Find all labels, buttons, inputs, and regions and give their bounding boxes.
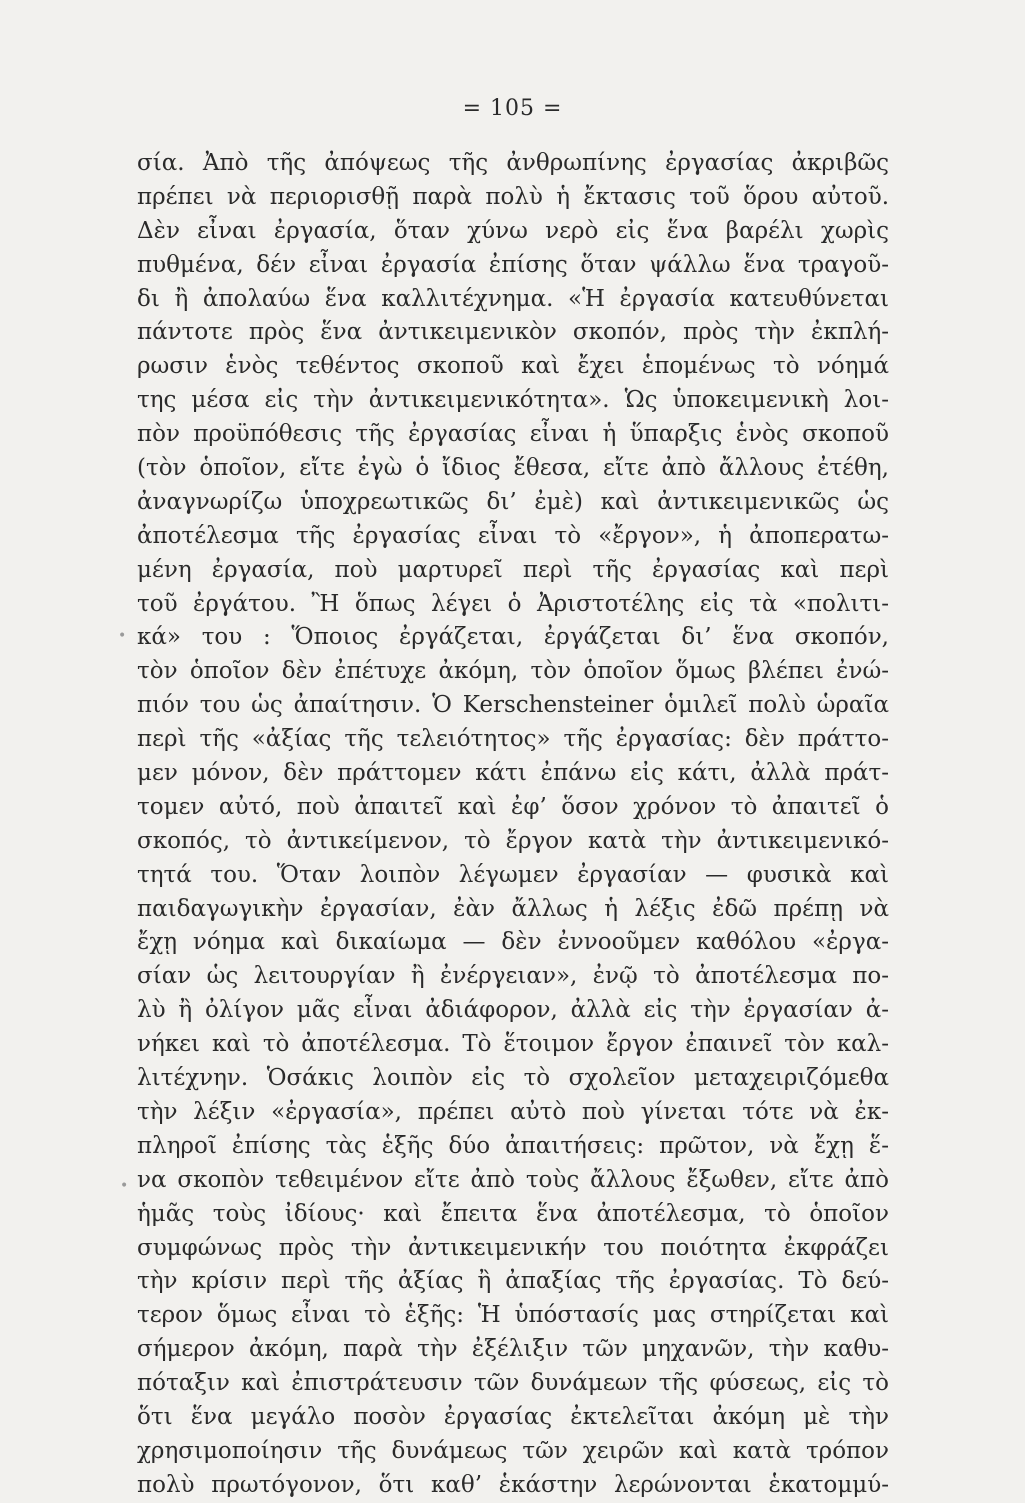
margin-dot-mark: •: [118, 628, 127, 644]
text-line: κά» του : Ὅποιος ἐργάζεται, ἐργάζεται δι’ ἕνα σκοπόν,: [137, 624, 889, 651]
text-line: σκοπός, τὸ ἀντικείμενον, τὸ ἔργον κατὰ τὴν ἀντικειμενικό-: [137, 827, 889, 854]
text-line: πρέπει νὰ περιορισθῇ παρὰ πολὺ ἡ ἔκτασις τοῦ ὅρου αὐτοῦ.: [137, 183, 889, 210]
text-line: μεν μόνον, δὲν πράττομεν κάτι ἐπάνω εἰς κάτι, ἀλλὰ πράτ-: [137, 760, 889, 787]
text-line: πάντοτε πρὸς ἕνα ἀντικειμενικὸν σκοπόν, πρὸς τὴν ἐκπλή-: [137, 319, 889, 346]
text-line: πόταξιν καὶ ἐπιστράτευσιν τῶν δυνάμεων τῆς φύσεως, εἰς τὸ: [137, 1370, 889, 1397]
text-line: λὺ ἢ ὀλίγον μᾶς εἶναι ἀδιάφορον, ἀλλὰ εἰς τὴν ἐργασίαν ἀ-: [137, 997, 889, 1024]
text-line: τὴν κρίσιν περὶ τῆς ἀξίας ἢ ἀπαξίας τῆς ἐργασίας. Τὸ δεύ-: [137, 1268, 889, 1295]
text-line: τὸν ὁποῖον δὲν ἐπέτυχε ἀκόμη, τὸν ὁποῖον ὅμως βλέπει ἐνώ-: [137, 658, 889, 685]
text-line: ἀποτέλεσμα τῆς ἐργασίας εἶναι τὸ «ἔργον», ἡ ἀποπερατω-: [137, 522, 889, 549]
text-line: ρωσιν ἑνὸς τεθέντος σκοποῦ καὶ ἔχει ἑπομένως τὸ νόημά: [137, 353, 889, 380]
text-line: σήμερον ἀκόμη, παρὰ τὴν ἐξέλιξιν τῶν μηχανῶν, τὴν καθυ-: [137, 1336, 889, 1363]
text-line: τομεν αὐτό, ποὺ ἀπαιτεῖ καὶ ἐφ’ ὅσον χρόνον τὸ ἀπαιτεῖ ὁ: [137, 793, 889, 820]
margin-dot-mark: •: [120, 1178, 129, 1194]
text-line: λιτέχνην. Ὁσάκις λοιπὸν εἰς τὸ σχολεῖον μεταχειριζόμεθα: [137, 1065, 889, 1092]
text-line: πιόν του ὡς ἀπαίτησιν. Ὁ Kerschensteiner ὁμιλεῖ πολὺ ὡραῖα: [137, 692, 889, 719]
text-line: πολὺ πρωτόγονον, ὅτι καθ’ ἑκάστην λερώνονται ἑκατομμύ-: [137, 1471, 889, 1498]
text-line: ὅτι ἕνα μεγάλο ποσὸν ἐργασίας ἐκτελεῖται ἀκόμη μὲ τὴν: [137, 1403, 889, 1430]
text-line: πληροῖ ἐπίσης τὰς ἑξῆς δύο ἀπαιτήσεις: πρῶτον, νὰ ἔχῃ ἕ-: [137, 1132, 889, 1159]
text-line: να σκοπὸν τεθειμένον εἴτε ἀπὸ τοὺς ἄλλους ἔξωθεν, εἴτε ἀπὸ: [137, 1166, 889, 1193]
text-line: χρησιμοποίησιν τῆς δυνάμεως τῶν χειρῶν καὶ κατὰ τρόπον: [137, 1437, 889, 1464]
text-line: (τὸν ὁποῖον, εἴτε ἐγὼ ὁ ἴδιος ἔθεσα, εἴτε ἀπὸ ἄλλους ἐτέθη,: [137, 455, 889, 482]
page-number: = 105 =: [462, 96, 563, 121]
text-line: πὸν προϋπόθεσις τῆς ἐργασίας εἶναι ἡ ὕπαρξις ἑνὸς σκοποῦ: [137, 421, 889, 448]
text-line: πυθμένα, δέν εἶναι ἐργασία ἐπίσης ὅταν ψάλλω ἕνα τραγοῦ-: [137, 251, 889, 278]
text-line: τοῦ ἐργάτου. Ἢ ὅπως λέγει ὁ Ἀριστοτέλης εἰς τὰ «πολιτι-: [137, 590, 889, 617]
text-line: ἡμᾶς τοὺς ἰδίους· καὶ ἔπειτα ἕνα ἀποτέλεσμα, τὸ ὁποῖον: [137, 1200, 889, 1227]
body-text: [137, 147, 889, 1503]
text-line: παιδαγωγικὴν ἐργασίαν, ἐὰν ἄλλως ἡ λέξις ἐδῶ πρέπῃ νὰ: [137, 895, 889, 922]
text-line: σίαν ὡς λειτουργίαν ἢ ἐνέργειαν», ἐνῷ τὸ ἀποτέλεσμα πο-: [137, 963, 889, 990]
text-line: τερον ὅμως εἶναι τὸ ἑξῆς: Ἡ ὑπόστασίς μας στηρίζεται καὶ: [137, 1302, 889, 1329]
text-line: της μέσα εἰς τὴν ἀντικειμενικότητα». Ὡς ὑποκειμενικὴ λοι-: [137, 387, 889, 414]
text-line: μένη ἐργασία, ποὺ μαρτυρεῖ περὶ τῆς ἐργασίας καὶ περὶ: [137, 556, 889, 583]
text-line: τητά του. Ὅταν λοιπὸν λέγωμεν ἐργασίαν — φυσικὰ καὶ: [137, 861, 889, 888]
text-line: ἀναγνωρίζω ὑποχρεωτικῶς δι’ ἐμὲ) καὶ ἀντικειμενικῶς ὡς: [137, 488, 889, 515]
text-line: συμφώνως πρὸς τὴν ἀντικειμενικήν του ποιότητα ἐκφράζει: [137, 1234, 889, 1261]
text-line: τὴν λέξιν «ἐργασία», πρέπει αὐτὸ ποὺ γίνεται τότε νὰ ἐκ-: [137, 1098, 889, 1125]
text-line: δι ἢ ἀπολαύω ἕνα καλλιτέχνημα. «Ἡ ἐργασία κατευθύνεται: [137, 285, 889, 312]
text-line: σία. Ἀπὸ τῆς ἀπόψεως τῆς ἀνθρωπίνης ἐργασίας ἀκριβῶς: [137, 150, 889, 176]
text-line: ἔχῃ νόημα καὶ δικαίωμα — δὲν ἐννοοῦμεν καθόλου «ἐργα-: [137, 929, 889, 956]
text-line: Δὲν εἶναι ἐργασία, ὅταν χύνω νερὸ εἰς ἕνα βαρέλι χωρὶς: [137, 217, 889, 244]
text-line: περὶ τῆς «ἀξίας τῆς τελειότητος» τῆς ἐργασίας: δὲν πράττο-: [137, 726, 889, 753]
text-line: νήκει καὶ τὸ ἀποτέλεσμα. Τὸ ἕτοιμον ἔργον ἐπαινεῖ τὸν καλ-: [137, 1031, 889, 1058]
